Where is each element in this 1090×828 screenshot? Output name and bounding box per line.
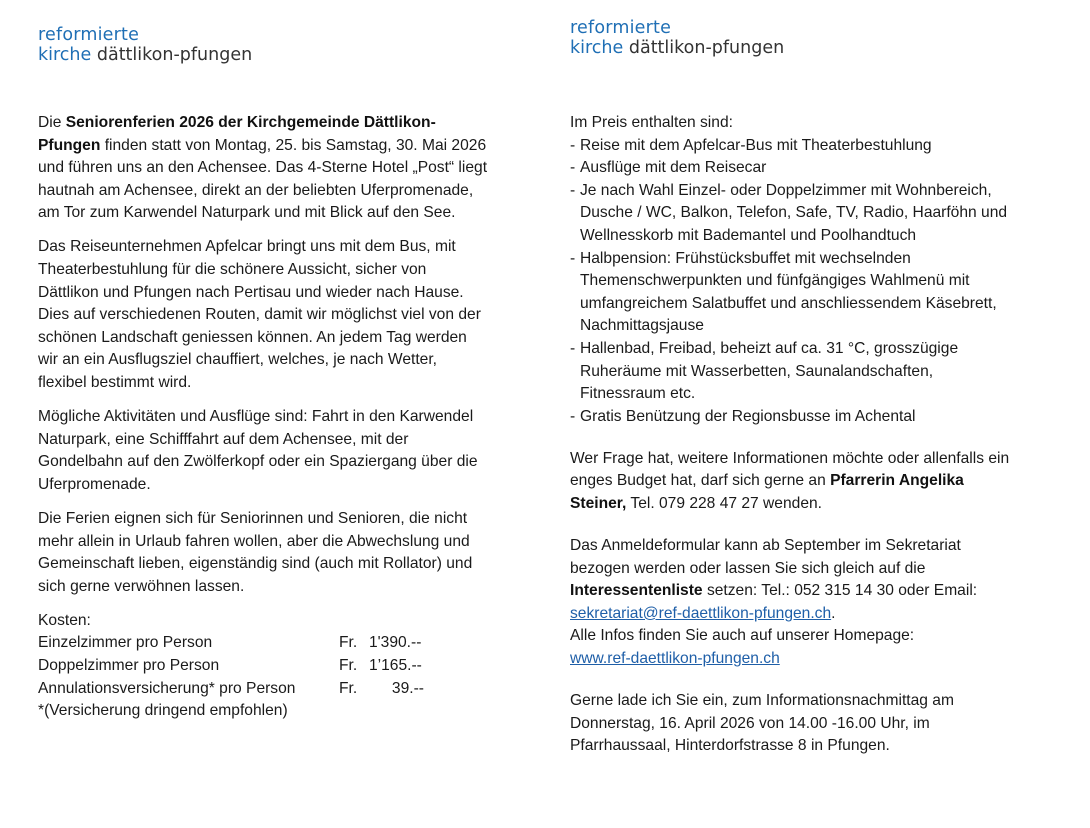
cost-label: Doppelzimmer pro Person [38,657,220,675]
cost-row [38,632,488,655]
cost-currency: Fr. [339,634,358,652]
logo-place: dättlikon-pfungen [623,38,785,58]
list-item: - Ausflüge mit dem Reisecar [570,159,767,177]
cost-label: Einzelzimmer pro Person [38,634,213,652]
cost-label: Annulationsversicherung* pro Person [38,679,296,697]
cost-currency: Fr. [339,679,358,697]
cost-currency: Fr. [339,657,358,675]
cost-amount: 1'390.-- [369,634,422,652]
list-item-text: Ausflüge mit dem Reisecar [580,159,767,177]
costs-heading: Kosten: [38,611,91,629]
list-item-text: Je nach Wahl Einzel- oder Doppelzimmer mit Wohnbereich, Dusche / WC, Balkon, Telefon, Safe, TV, Radio, Haarföhn und Wellnesskorb mit Bademantel und Poolhandtuch [580,181,1008,244]
list-item-text: Halbpension: Frühstücksbuffet mit wechselnden Themenschwerpunkten und fünfgängiges Wahlmenü mit umfangreichem Salatbuffet und anschliessendem Käsebrett, Nachmittagsjause [580,249,997,335]
homepage-link[interactable]: www.ref-daettlikon-pfungen.ch [570,650,780,668]
signup-text-2: setzen: Tel.: 052 315 14 30 oder Email: [702,582,978,600]
included-list [570,135,1015,429]
contact-text-1: Wer Frage hat, weitere Informationen möchte oder allenfalls ein enges Budget hat, darf sich gerne an [570,449,1010,490]
list-item-text: Gratis Benützung der Regionsbusse im Achental [580,407,916,425]
activities-paragraph: Mögliche Aktivitäten und Ausflüge sind: Fahrt in den Karwendel Naturpark, eine Schifffahrt auf dem Achensee, mit der Gondelbahn auf den Zwölferkopf oder ein Spaziergang über die Uferpromenade. [38,408,478,493]
logo-place: dättlikon-pfungen [91,45,253,65]
intro-bold-title: Seniorenferien 2026 der Kirchgemeinde Dättlikon-Pfungen [38,114,436,154]
logo-line-2 [570,38,784,58]
homepage-text: Alle Infos finden Sie auch auf unserer Homepage: [570,627,915,645]
list-item-text: Reise mit dem Apfelcar-Bus mit Theaterbestuhlung [580,136,932,154]
contact-phone: Tel. 079 228 47 27 wenden. [626,495,823,512]
left-text [38,112,488,723]
list-item: - Halbpension: Frühstücksbuffet mit wechselnden Themenschwerpunkten und fünfgängiges Wahlmenü mit umfangreichem Salatbuffet und anschliessendem Käsebrett, Nachmittagsjause [570,249,997,335]
signup-text-1: Das Anmeldeformular kann ab September im Sekretariat bezogen werden oder lassen Sie sich gleich auf die [570,537,961,577]
signup-paragraph [570,535,1015,671]
right-text [570,112,1015,769]
cost-row [38,678,488,701]
logo-kirche: kirche [570,38,624,58]
signup-list-name: Interessentenliste [570,582,703,600]
list-item: - Hallenbad, Freibad, beheizt auf ca. 31 °C, grosszügige Ruheräume mit Wasserbetten, Saunalandschaften, Fitnessraum etc. [570,339,959,403]
costs-section [38,610,488,723]
cost-row [38,655,488,678]
email-link[interactable]: sekretariat@ref-daettlikon-pfungen.ch [570,604,832,622]
audience-paragraph: Die Ferien eignen sich für Seniorinnen und Senioren, die nicht mehr allein in Urlaub fahren wollen, aber die Abwechslung und Gemeinschaft lieben, eigenständig sind (auch mit Rollator) und sich gerne verwöhnen lassen. [38,510,473,595]
logo-line-2 [38,45,252,65]
logo-kirche: kirche [38,45,92,65]
logo-line-1: reformierte [570,18,672,38]
logo-line-1: reformierte [38,25,140,45]
list-item: - Reise mit dem Apfelcar-Bus mit Theaterbestuhlung [570,136,932,154]
intro-paragraph [38,112,488,225]
signup-period: . [831,604,836,622]
invite-paragraph: Gerne lade ich Sie ein, zum Informationsnachmittag am Donnerstag, 16. April 2026 von 14.00 -16.00 Uhr, im Pfarrhaussaal, Hinterdorfstrasse 8 in Pfungen. [570,692,954,755]
insurance-note: *(Versicherung dringend empfohlen) [38,702,288,720]
list-item: - Gratis Benützung der Regionsbusse im Achental [570,407,916,425]
travel-paragraph: Das Reiseunternehmen Apfelcar bringt uns mit dem Bus, mit Theaterbestuhlung für die schönere Aussicht, sicher von Dättlikon und Pfungen nach Pertisau und wieder nach Hause. Dies auf verschiedenen Routen, damit wir möglichst viel von der schönen Landschaft geniessen können. An jedem Tag werden wir an ein Ausflugsziel chauffiert, welches, je nach Wetter, flexibel bestimmt wird. [38,238,481,392]
intro-text-2: finden statt von Montag, 25. bis Samstag, 30. Mai 2026 und führen uns an den Achensee. Das 4-Sterne Hotel „Post“ liegt hautnah am Achensee, direkt an der beliebten Uferpromenade, am Tor zum Karwendel Naturpark und mit Blick auf den See. [38,136,488,222]
church-logo [570,18,784,58]
church-logo [38,25,252,65]
contact-paragraph [570,448,1015,516]
contact-person: Pfarrerin Angelika Steiner, [570,472,964,512]
cost-amount: 1’165.-- [369,657,422,675]
list-item-text: Hallenbad, Freibad, beheizt auf ca. 31 °C, grosszügige Ruheräume mit Wasserbetten, Saunalandschaften, Fitnessraum etc. [580,339,959,403]
included-heading: Im Preis enthalten sind: [570,114,733,131]
cost-amount: 39.-- [391,679,424,697]
list-item: - Je nach Wahl Einzel- oder Doppelzimmer mit Wohnbereich, Dusche / WC, Balkon, Telefon, Safe, TV, Radio, Haarföhn und Wellnesskorb mit Bademantel und Poolhandtuch [570,181,1008,244]
intro-text-1: Die [38,114,66,131]
